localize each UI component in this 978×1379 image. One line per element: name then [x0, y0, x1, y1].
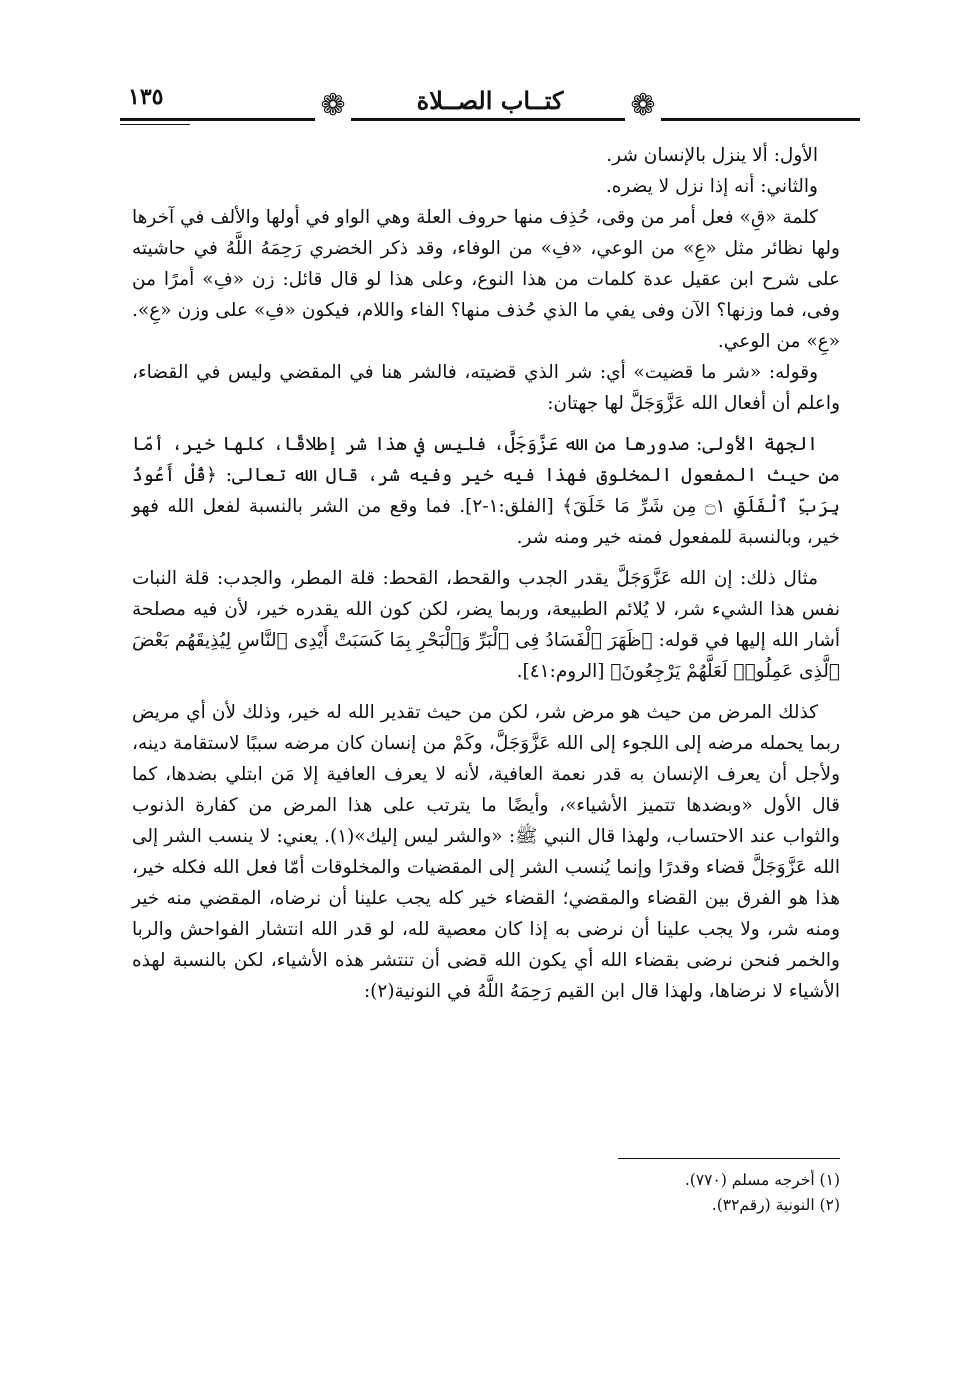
paragraph-first-aspect: الجهة الأولى: صدورها من الله عَزَّوَجَلَّ، فليس في هذا شر إطلاقًا، كلها خير، أمّا من حيث المفعول المخلوق فهذا فيه خير وفيه شر، قال الله تعالى: ﴿قُلْ أَعُوذُ بِرَبِّ ٱلْفَلَقِ ۝١ مِن شَرِّ مَا خَلَقَ﴾ [الفلق:١-٢]. فما وقع من الشر بالنسبة لفعل الله فهو خير، وبالنسبة للمفعول فمنه خير ومنه شر. [132, 434, 840, 548]
paragraph-second: والثاني: أنه إذا نزل لا يضره. [605, 176, 818, 197]
running-header [120, 78, 860, 134]
footnote-rule [618, 1158, 840, 1159]
ornament-icon: ❁ [625, 88, 661, 124]
ornament-icon: ❁ [315, 88, 351, 124]
footnote-1: (١) أخرجه مسلم (٧٧٠). [684, 1171, 840, 1189]
paragraph-illness: كذلك المرض من حيث هو مرض شر، لكن من حيث تقدير الله له خير، وذلك لأن أي مريض ربما يحمله مرضه إلى اللجوء إلى الله عَزَّوَجَلَّ، وكَمْ من إنسان كان مرضه سببًا لاستقامة دينه، ولأجل أن يعرف الإنسان به قدر نعمة العافية، لأنه لا يعرف العافية إلا مَن ابتلي بضدها، كما قال الأول «وبضدها تتميز الأشياء»، وأيضًا ما يترتب على هذا المرض من كفارة الذنوب والثواب عند الاحتساب، ولهذا قال النبي ﷺ: «والشر ليس إليك»(١). يعني: لا ينسب الشر إلى الله عَزَّوَجَلَّ قضاء وقدرًا وإنما يُنسب الشر إلى المقضيات والمخلوقات أمّا فعل الله فكله خير، هذا هو الفرق بين القضاء والمقضي؛ القضاء خير كله يجب علينا أن نرضاه، المقضي منه خير ومنه شر، ولا يجب علينا أن نرضى به إذا كان معصية لله، لو قدر الله انتشار الفواحش والربا والخمر فنحن نرضى بقضاء الله أي يكون الله قضى أن تنتشر هذه الأشياء، لكن بالنسبة لهذه الأشياء لا نرضاها، ولهذا قال ابن القيم رَحِمَهُ اللَّهُ في النونية(٢): [132, 702, 840, 1002]
footnote-2: (٢) النونية (رقم٣٢). [711, 1196, 840, 1214]
chapter-title: كتــاب الصــلاة [407, 86, 574, 115]
paragraph-sharr-ma-qadayt: وقوله: «شر ما قضيت» أي: شر الذي قضيته، فالشر هنا في المقضي وليس في القضاء، واعلم أن أفعال الله عَزَّوَجَلَّ لها جهتان: [132, 362, 840, 414]
header-rule [120, 118, 860, 121]
paragraph-word-qi: كلمة «قِ» فعل أمر من وقى، حُذِف منها حروف العلة وهي الواو في أولها والألف في آخرها ولها نظائر مثل «عِ» من الوعي، «فِ» من الوفاء، وقد ذكر الخضري رَحِمَهُ اللَّهُ في حاشيته على شرح ابن عقيل عدة كلمات من هذا النوع، وعلى هذا لو قال قائل: زن «فِ» أمرًا من وفى، فما وزنها؟ الآن وفى يفي ما الذي حُذف منها؟ الفاء واللام، فيكون «فِ» على وزن «عِ». «عِ» من الوعي. [132, 207, 840, 352]
body-text [132, 140, 840, 1007]
paragraph-example: مثال ذلك: إن الله عَزَّوَجَلَّ يقدر الجدب والقحط، القحط: قلة المطر، والجدب: قلة النبات نفس هذا الشيء شر، لا يُلائم الطبيعة، وربما يضر، لكن كون الله يقدره خير، لأن فيه مصلحة أشار الله إليها في قوله: ﴿ظَهَرَ ٱلْفَسَادُ فِى ٱلْبَرِّ وَٱلْبَحْرِ بِمَا كَسَبَتْ أَيْدِى ٱلنَّاسِ لِيُذِيقَهُم بَعْضَ ٱلَّذِى عَمِلُوا۟ لَعَلَّهُمْ يَرْجِعُونَ﴾ [الروم:٤١]. [132, 568, 840, 682]
paragraph-first: الأول: ألا ينزل بالإنسان شر. [606, 145, 818, 166]
page-number: ١٣٥ [128, 84, 164, 110]
header-rule-short [120, 124, 190, 125]
footnotes [500, 1168, 840, 1218]
